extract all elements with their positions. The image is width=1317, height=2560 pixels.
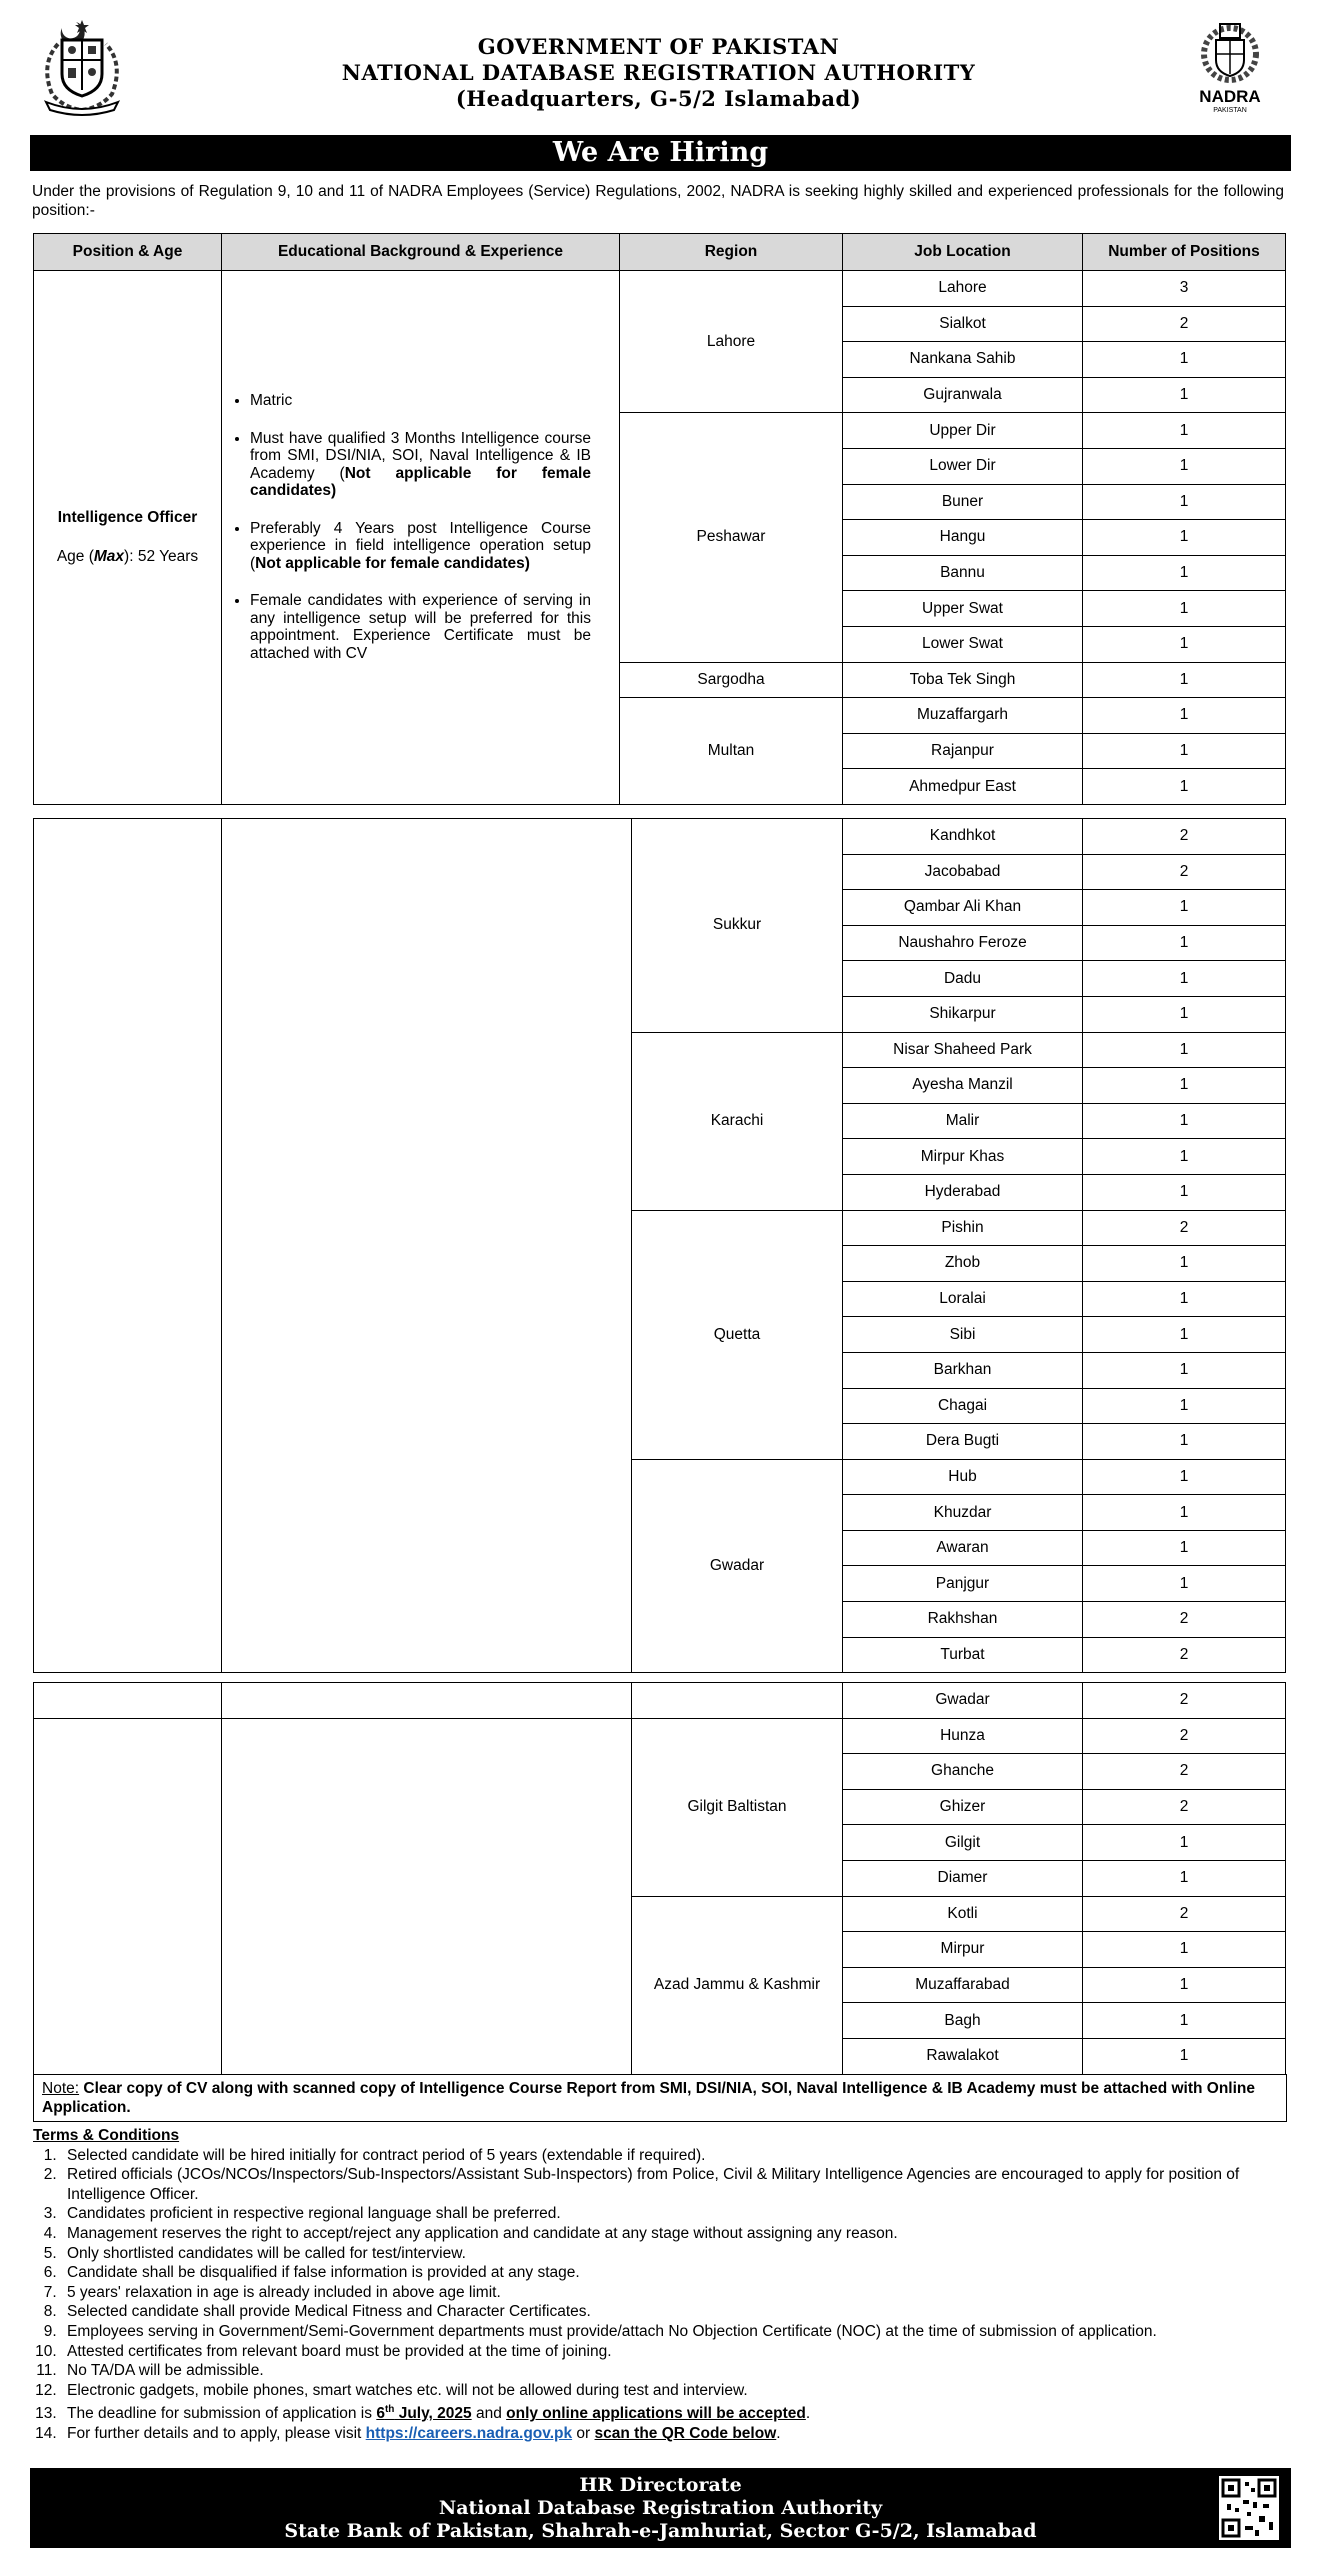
job-location-cell: Dadu <box>843 961 1083 997</box>
positions-count-cell: 2 <box>1083 306 1286 342</box>
positions-count-cell: 1 <box>1083 1246 1286 1282</box>
job-location-cell: Bagh <box>843 2003 1083 2039</box>
job-location-cell: Qambar Ali Khan <box>843 890 1083 926</box>
positions-count-cell: 1 <box>1083 1566 1286 1602</box>
job-location-cell: Barkhan <box>843 1352 1083 1388</box>
positions-count-cell: 1 <box>1083 890 1286 926</box>
header-line-authority: NATIONAL DATABASE REGISTRATION AUTHORITY <box>341 60 976 85</box>
positions-count-cell: 1 <box>1083 996 1286 1032</box>
positions-count-cell: 1 <box>1083 1281 1286 1317</box>
job-location-cell: Buner <box>843 484 1083 520</box>
region-cell: Karachi <box>632 1032 843 1210</box>
age-max-label: Max <box>93 548 125 566</box>
job-location-cell: Sibi <box>843 1317 1083 1353</box>
positions-count-cell: 1 <box>1083 1352 1286 1388</box>
job-location-cell: Turbat <box>843 1637 1083 1673</box>
job-location-cell: Loralai <box>843 1281 1083 1317</box>
region-cell: Azad Jammu & Kashmir <box>632 1896 843 2074</box>
scan-qr-text: scan the QR Code below <box>594 2425 777 2443</box>
online-only-text: only online applications will be accepted <box>506 2405 806 2423</box>
job-location-cell: Jacobabad <box>843 854 1083 890</box>
positions-count-cell: 1 <box>1083 1388 1286 1424</box>
positions-count-cell: 1 <box>1083 662 1286 698</box>
job-location-cell: Diamer <box>843 1860 1083 1896</box>
job-location-cell: Hangu <box>843 520 1083 556</box>
region-cell: Lahore <box>620 271 843 413</box>
positions-count-cell: 1 <box>1083 1860 1286 1896</box>
term-item: 1. Selected candidate will be hired initially for contract period of 5 years (extendable if required). <box>61 2146 1293 2166</box>
apply-text-b: or <box>572 2425 595 2443</box>
positions-count-cell: 1 <box>1083 1032 1286 1068</box>
job-location-cell: Pishin <box>843 1210 1083 1246</box>
positions-count-cell: 1 <box>1083 448 1286 484</box>
region-cell: Peshawar <box>620 413 843 662</box>
position-title: Intelligence Officer <box>57 509 198 527</box>
education-item <box>250 430 591 500</box>
education-cell <box>222 819 632 1673</box>
job-location-cell: Sialkot <box>843 306 1083 342</box>
positions-count-cell: 1 <box>1083 1174 1286 1210</box>
job-location-cell: Mirpur <box>843 1932 1083 1968</box>
term-item: 5. Only shortlisted candidates will be called for test/interview. <box>61 2244 1293 2264</box>
positions-count-cell: 1 <box>1083 1139 1286 1175</box>
term-item: 3. Candidates proficient in respective regional language shall be preferred. <box>61 2204 1293 2224</box>
positions-count-cell: 2 <box>1083 819 1286 855</box>
positions-count-cell: 1 <box>1083 925 1286 961</box>
footer-line-address: State Bank of Pakistan, Shahrah-e-Jamhuriat, Sector G-5/2, Islamabad <box>284 2520 1037 2542</box>
positions-count-cell: 1 <box>1083 698 1286 734</box>
deadline-day: 6 <box>376 2405 385 2423</box>
job-location-cell: Khuzdar <box>843 1495 1083 1531</box>
positions-count-cell: 2 <box>1083 1718 1286 1754</box>
job-location-cell: Kandhkot <box>843 819 1083 855</box>
table-1-body <box>34 271 1286 805</box>
job-location-cell: Awaran <box>843 1530 1083 1566</box>
job-location-cell: Hunza <box>843 1718 1083 1754</box>
positions-count-cell: 1 <box>1083 2003 1286 2039</box>
position-age-cell <box>34 271 222 805</box>
positions-count-cell: 2 <box>1083 1637 1286 1673</box>
positions-count-cell: 3 <box>1083 271 1286 307</box>
education-cell <box>222 1683 632 1719</box>
job-location-cell: Lower Swat <box>843 626 1083 662</box>
region-cell: Gwadar <box>632 1459 843 1673</box>
education-item <box>250 520 591 573</box>
job-location-cell: Zhob <box>843 1246 1083 1282</box>
nadra-logo-subtext: PAKISTAN <box>1213 107 1247 114</box>
footer-line-hr: HR Directorate <box>579 2474 742 2496</box>
job-location-cell: Nankana Sahib <box>843 342 1083 378</box>
note-box <box>33 2074 1287 2122</box>
job-location-cell: Hub <box>843 1459 1083 1495</box>
position-age-cell <box>34 1683 222 1719</box>
job-location-cell: Muzaffarabad <box>843 1967 1083 2003</box>
job-location-cell: Shikarpur <box>843 996 1083 1032</box>
job-location-cell: Gilgit <box>843 1825 1083 1861</box>
positions-count-cell: 1 <box>1083 591 1286 627</box>
table-row <box>34 271 1286 307</box>
job-location-cell: Naushahro Feroze <box>843 925 1083 961</box>
we-are-hiring-banner: We Are Hiring <box>30 135 1291 171</box>
header-title-block <box>200 34 1117 112</box>
deadline-date <box>376 2405 471 2422</box>
job-location-cell: Ghanche <box>843 1754 1083 1790</box>
age-prefix: Age ( <box>56 548 94 566</box>
positions-count-cell: 2 <box>1083 1789 1286 1825</box>
education-bold-text: Not applicable for female candidates <box>255 554 525 572</box>
deadline-day-suffix: th <box>384 2404 395 2416</box>
education-end-text: ) <box>330 482 337 500</box>
job-location-cell: Toba Tek Singh <box>843 662 1083 698</box>
deadline-month-year: July, 2025 <box>394 2405 472 2423</box>
position-age-cell <box>34 819 222 1673</box>
positions-count-cell: 2 <box>1083 1896 1286 1932</box>
job-location-cell: Chagai <box>843 1388 1083 1424</box>
table-3-body <box>34 1683 1286 2075</box>
header-number-of-positions: Number of Positions <box>1083 234 1286 271</box>
education-cell <box>222 1718 632 2074</box>
job-location-cell: Bannu <box>843 555 1083 591</box>
table-2-body <box>34 819 1286 1673</box>
positions-count-cell: 1 <box>1083 413 1286 449</box>
education-item <box>250 592 591 662</box>
table-row <box>34 1718 1286 1754</box>
term-item: 12. Electronic gadgets, mobile phones, smart watches etc. will not be allowed during test and interview. <box>61 2381 1293 2401</box>
job-location-cell: Muzaffargarh <box>843 698 1083 734</box>
positions-count-cell: 1 <box>1083 1424 1286 1460</box>
deadline-text-end: . <box>805 2405 811 2423</box>
region-cell <box>632 1683 843 1719</box>
positions-count-cell: 1 <box>1083 1495 1286 1531</box>
positions-count-cell: 1 <box>1083 520 1286 556</box>
positions-count-cell: 2 <box>1083 854 1286 890</box>
job-location-cell: Gujranwala <box>843 377 1083 413</box>
deadline-text-a: The deadline for submission of application is <box>67 2405 377 2423</box>
header-region: Region <box>620 234 843 271</box>
term-item-apply <box>61 2424 1293 2444</box>
term-item: 10. Attested certificates from relevant board must be provided at the time of joining. <box>61 2342 1293 2362</box>
education-text: Matric <box>250 392 293 410</box>
positions-count-cell: 1 <box>1083 377 1286 413</box>
term-item: 6. Candidate shall be disqualified if false information is provided at any stage. <box>61 2263 1293 2283</box>
positions-count-cell: 2 <box>1083 1754 1286 1790</box>
deadline-text-b: and <box>471 2405 507 2423</box>
position-age-cell <box>34 1718 222 2074</box>
job-location-cell: Upper Dir <box>843 413 1083 449</box>
job-location-cell: Ahmedpur East <box>843 769 1083 805</box>
positions-count-cell: 2 <box>1083 1683 1286 1719</box>
job-location-cell: Upper Swat <box>843 591 1083 627</box>
term-item: 2. Retired officials (JCOs/NCOs/Inspectors/Sub-Inspectors/Assistant Sub-Inspectors) from Police, Civil & Military Intelligence Agencies are encouraged to apply for position of Intelligence Officer. <box>61 2165 1293 2204</box>
nadra-logo <box>1180 14 1280 120</box>
careers-link[interactable]: https://careers.nadra.gov.pk <box>365 2425 573 2443</box>
positions-count-cell: 1 <box>1083 484 1286 520</box>
header-job-location: Job Location <box>843 234 1083 271</box>
job-location-cell: Mirpur Khas <box>843 1139 1083 1175</box>
qr-code-icon[interactable] <box>1219 2476 1279 2540</box>
term-item: 8. Selected candidate shall provide Medical Fitness and Character Certificates. <box>61 2302 1293 2322</box>
table-header-row <box>34 234 1286 271</box>
education-item <box>250 392 591 410</box>
header-line-government: GOVERNMENT OF PAKISTAN <box>477 34 840 59</box>
job-location-cell: Lower Dir <box>843 448 1083 484</box>
term-item: 4. Management reserves the right to accept/reject any application and candidate at any stage without assigning any reason. <box>61 2224 1293 2244</box>
positions-count-cell: 1 <box>1083 1317 1286 1353</box>
job-location-cell: Hyderabad <box>843 1174 1083 1210</box>
job-location-cell: Rawalakot <box>843 2038 1083 2074</box>
job-location-cell: Dera Bugti <box>843 1424 1083 1460</box>
age-suffix: ): 52 Years <box>124 548 199 566</box>
positions-count-cell: 1 <box>1083 1103 1286 1139</box>
positions-count-cell: 1 <box>1083 1932 1286 1968</box>
terms-and-conditions <box>33 2126 1293 2444</box>
header-line-hq: (Headquarters, G-5/2 Islamabad) <box>455 86 862 111</box>
header-education: Educational Background & Experience <box>222 234 620 271</box>
education-end-text: ) <box>524 554 530 572</box>
positions-count-cell: 1 <box>1083 342 1286 378</box>
education-list <box>230 392 591 662</box>
terms-list <box>33 2146 1293 2444</box>
education-bold-text: Not applicable for female candidates <box>250 464 591 500</box>
region-cell: Sargodha <box>620 662 843 698</box>
positions-table-1 <box>33 233 1286 805</box>
education-text: Female candidates with experience of serving in any intelligence setup will be preferred for this appointment. Experience Certificate must be attached with CV <box>250 592 591 662</box>
table-row <box>34 819 1286 855</box>
positions-count-cell: 1 <box>1083 1530 1286 1566</box>
nadra-logo-text: NADRA <box>1199 87 1261 106</box>
note-text: Clear copy of CV along with scanned copy of Intelligence Course Report from SMI, DSI/NIA, SOI, Naval Intelligence & IB Academy must be attached with Online Application. <box>42 2080 1255 2116</box>
positions-table-2 <box>33 818 1286 1673</box>
positions-count-cell: 1 <box>1083 769 1286 805</box>
job-location-cell: Lahore <box>843 271 1083 307</box>
term-item: 7. 5 years' relaxation in age is already included in above age limit. <box>61 2283 1293 2303</box>
positions-count-cell: 1 <box>1083 1825 1286 1861</box>
region-cell: Sukkur <box>632 819 843 1033</box>
position-age <box>38 546 217 567</box>
job-location-cell: Panjgur <box>843 1566 1083 1602</box>
region-cell: Quetta <box>632 1210 843 1459</box>
region-cell: Multan <box>620 698 843 805</box>
job-location-cell: Rakhshan <box>843 1602 1083 1638</box>
footer-line-authority: National Database Registration Authority <box>438 2497 883 2519</box>
positions-count-cell: 1 <box>1083 555 1286 591</box>
job-location-cell: Rajanpur <box>843 733 1083 769</box>
table-row <box>34 1683 1286 1719</box>
term-item: 11. No TA/DA will be admissible. <box>61 2361 1293 2381</box>
job-location-cell: Gwadar <box>843 1683 1083 1719</box>
page-header <box>0 0 1317 130</box>
header-position-age: Position & Age <box>34 234 222 271</box>
job-location-cell: Malir <box>843 1103 1083 1139</box>
job-location-cell: Kotli <box>843 1896 1083 1932</box>
region-cell: Gilgit Baltistan <box>632 1718 843 1896</box>
positions-count-cell: 1 <box>1083 1459 1286 1495</box>
job-location-cell: Ghizer <box>843 1789 1083 1825</box>
term-item-deadline <box>61 2400 1293 2424</box>
footer-bar <box>30 2468 1291 2548</box>
job-location-cell: Nisar Shaheed Park <box>843 1032 1083 1068</box>
positions-count-cell: 1 <box>1083 1967 1286 2003</box>
education-text: Must have qualified 3 Months Intelligence course from SMI, DSI/NIA, SOI, Naval Intelligence & IB Academy ( <box>250 429 591 482</box>
positions-count-cell: 1 <box>1083 2038 1286 2074</box>
pakistan-emblem-logo <box>32 14 132 120</box>
education-cell <box>222 271 620 805</box>
terms-title: Terms & Conditions <box>33 2127 180 2144</box>
positions-count-cell: 1 <box>1083 1068 1286 1104</box>
job-location-cell: Ayesha Manzil <box>843 1068 1083 1104</box>
apply-text-a: For further details and to apply, please visit <box>67 2425 366 2443</box>
positions-count-cell: 1 <box>1083 961 1286 997</box>
positions-count-cell: 1 <box>1083 733 1286 769</box>
positions-count-cell: 1 <box>1083 626 1286 662</box>
positions-count-cell: 2 <box>1083 1210 1286 1246</box>
positions-table-3 <box>33 1682 1286 2075</box>
term-item: 9. Employees serving in Government/Semi-Government departments must provide/attach No Objection Certificate (NOC) at the time of submission of application. <box>61 2322 1293 2342</box>
intro-paragraph: Under the provisions of Regulation 9, 10 and 11 of NADRA Employees (Service) Regulations, 2002, NADRA is seeking highly skilled and experienced professionals for the following position:- <box>32 183 1284 219</box>
note-label: Note: <box>42 2080 80 2097</box>
positions-count-cell: 2 <box>1083 1602 1286 1638</box>
apply-text-end: . <box>776 2425 781 2443</box>
education-text: Preferably 4 Years post Intelligence Course experience in field intelligence operation setup ( <box>250 519 591 572</box>
